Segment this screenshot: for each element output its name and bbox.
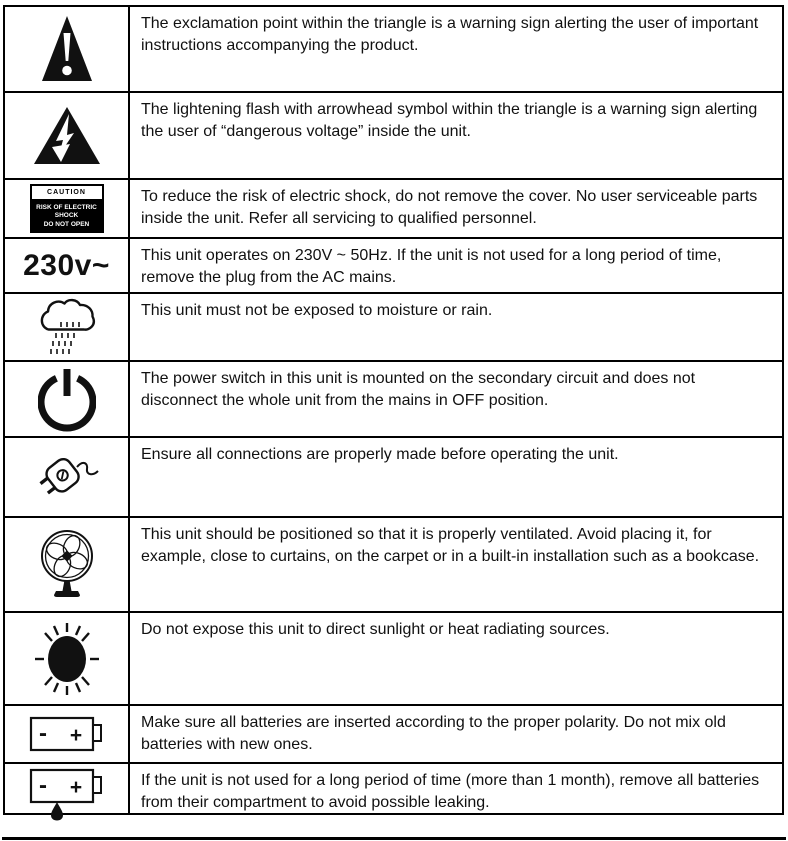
instruction-text: Ensure all connections are properly made before operating the unit. [141,446,619,463]
caution-label-warning-text [30,201,104,234]
table-row [5,93,782,180]
icon-cell [5,239,130,292]
table-row [5,180,782,239]
instruction-text: This unit should be positioned so that it is properly ventilated. Avoid placing it, for example, close to curtains, on the carpet or in a built-in installation such as a bookcase. [141,526,760,565]
warning-triangle-icon [40,14,94,84]
fan-icon [38,529,96,601]
instruction-text: This unit operates on 230V ~ 50Hz. If the unit is not used for a long period of time, remove the plug from the AC mains. [141,247,722,286]
table-row [5,294,782,362]
icon-cell [5,93,130,178]
safety-instructions-table [3,5,784,815]
icon-cell [5,294,130,360]
battery-plus-symbol: + [69,775,82,799]
instruction-text: The power switch in this unit is mounted on the secondary circuit and does not disconnect the whole unit from the mains in OFF position. [141,370,696,409]
caution-line: RISK OF ELECTRIC [36,203,97,211]
instruction-text: The lightening flash with arrowhead symbol within the triangle is a warning sign alerting the user of “dangerous voltage” inside the unit. [141,101,758,140]
icon-cell [5,518,130,611]
power-icon [38,366,96,432]
sun-icon [33,619,101,699]
icon-cell [5,764,130,813]
instruction-text: Make sure all batteries are inserted according to the proper polarity. Do not mix old batteries with new ones. [141,714,726,753]
table-row [5,7,782,93]
icon-cell [5,613,130,704]
caution-label [30,184,104,234]
voltage-label: 230v~ [23,248,110,282]
table-row [5,706,782,764]
plug-icon [30,447,104,507]
battery-plus-symbol: + [69,724,82,747]
icon-cell [5,362,130,436]
rain-cloud-icon [36,296,98,358]
instruction-text: This unit must not be exposed to moisture or rain. [141,302,493,319]
table-row [5,239,782,294]
battery-leak-icon [29,768,105,822]
instruction-text: Do not expose this unit to direct sunlight or heat radiating sources. [141,621,610,638]
icon-cell [5,706,130,762]
table-row [5,438,782,518]
instruction-text: If the unit is not used for a long period of time (more than 1 month), remove all batteries from their compartment to avoid possible leaking. [141,772,760,811]
battery-polarity-icon [29,713,105,755]
instruction-text: The exclamation point within the triangle is a warning sign alerting the user of important instructions accompanying the product. [141,15,759,54]
icon-cell [5,438,130,516]
caution-line: DO NOT OPEN [43,220,90,228]
table-row [5,613,782,706]
next-table-top-border [2,837,786,840]
leak-drop [51,802,63,821]
battery-minus-symbol: - [38,720,47,747]
table-row [5,518,782,613]
caution-label-title: CAUTION [30,184,104,201]
battery-minus-symbol: - [38,771,47,799]
table-row [5,362,782,438]
icon-cell [5,7,130,91]
instruction-text: To reduce the risk of electric shock, do not remove the cover. No user serviceable parts inside the unit. Refer all servicing to qualified personnel. [141,188,758,227]
caution-line: SHOCK [54,212,79,220]
table-row [5,764,782,813]
icon-cell [5,180,130,237]
lightning-triangle-icon [32,105,102,167]
